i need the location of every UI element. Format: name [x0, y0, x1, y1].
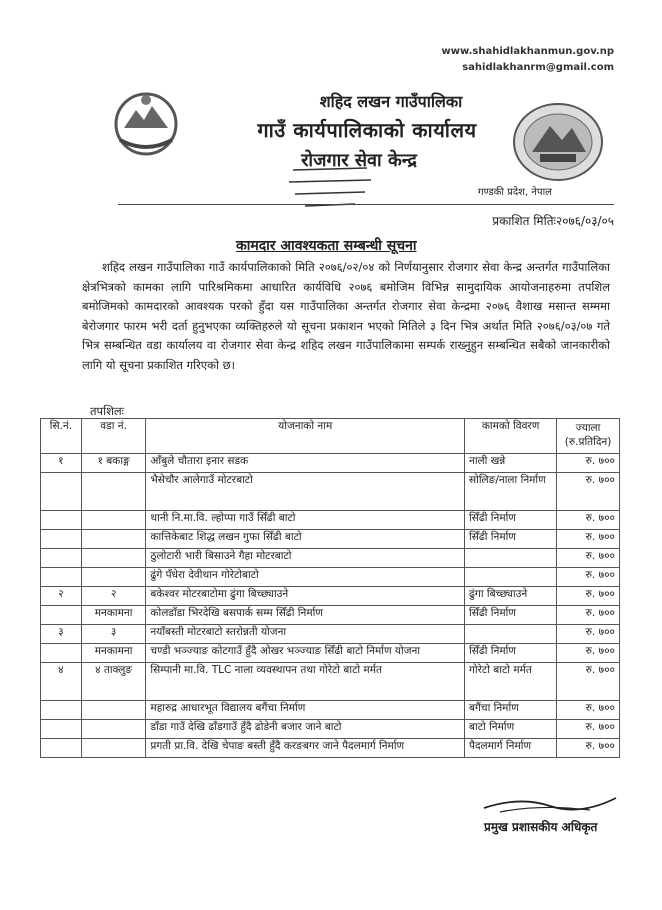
municipality-logo-icon — [510, 100, 606, 184]
header-sn: सि.नं. — [41, 419, 82, 454]
cell-rate: रु. ७०० — [557, 549, 620, 568]
cell-work: नाली खन्ने — [465, 454, 557, 473]
table-row — [41, 739, 620, 758]
project-table — [40, 418, 620, 758]
cell-rate: रु. ७०० — [557, 644, 620, 663]
signature-icon — [480, 790, 620, 820]
cell-sn — [41, 644, 82, 663]
details-label: तपशिलः — [90, 404, 125, 418]
cell-sn — [41, 701, 82, 720]
cell-work: बाटो निर्माण — [465, 720, 557, 739]
notice-body: शहिद लखन गाउँपालिका गाउँ कार्यपालिकाको मिति २०७६/०२/०४ को निर्णयानुसार रोजगार सेवा केन्द्र अन्तर्गत गाउँपालिका क्षेत्रभित्रको कामका लागि पारिश्रमिकमा आधारित कार्यविधि २०७६ बमोजिम विभिन्न सामुदायिक आयोजनाहरुमा तपशिल बमोजिमको कामदारको आवश्यक परको हुँदा यस गाउँपालिका अन्तर्गत रोजगार सेवा केन्द्रमा २०७६ वैशाख मसान्त सम्ममा बेरोजगार फारम भरी दर्ता हुनुभएका व्यक्तिहरुले यो सूचना प्रकाशन भएको मितिले ३ दिन भित्र अर्थात मिति २०७६/०३/०७ गते भित्र सम्बन्धित वडा कार्यालय वा रोजगार सेवा केन्द्र शहिद लखन गाउँपालिकामा सम्पर्क राख्नुहुन सम्बन्धित सबैको जानकारीको लागि यो सूचना प्रकाशित गरिएको छ। — [82, 260, 610, 372]
cell-rate: रु. ७०० — [557, 720, 620, 739]
cell-work: बगैंचा निर्माण — [465, 701, 557, 720]
cell-project: ठुलोटारी भारी बिसाउने गैहा मोटरबाटो — [146, 549, 465, 568]
cell-work: सिँढी निर्माण — [465, 530, 557, 549]
cell-work: सिँढी निर्माण — [465, 511, 557, 530]
cell-sn: ४ — [41, 663, 82, 701]
cell-work: पैदलमार्ग निर्माण — [465, 739, 557, 758]
cell-project: कात्तिकेबाट शिद्ध लखन गुफा सिँढी बाटो — [146, 530, 465, 549]
cell-rate: रु. ७०० — [557, 568, 620, 587]
office-stamp-icon — [275, 160, 385, 220]
cell-rate: रु. ७०० — [557, 530, 620, 549]
cell-work: ढुंगा बिच्छ्याउने — [465, 587, 557, 606]
published-date: प्रकाशित मितिः२०७६/०३/०५ — [492, 214, 614, 228]
header-ward: वडा नं. — [81, 419, 146, 454]
cell-rate: रु. ७०० — [557, 663, 620, 701]
cell-work: सिँढी निर्माण — [465, 644, 557, 663]
table-body — [41, 454, 620, 758]
cell-work — [465, 568, 557, 587]
cell-ward — [81, 511, 146, 530]
cell-ward — [81, 701, 146, 720]
centre-name: रोजगार सेवा केन्द्र — [301, 150, 417, 171]
cell-rate: रु. ७०० — [557, 473, 620, 511]
cell-rate: रु. ७०० — [557, 587, 620, 606]
cell-ward — [81, 530, 146, 549]
cell-project: कोलडाँडा भिरदेखि बसपार्क सम्म सिँढी निर्माण — [146, 606, 465, 625]
cell-ward: १ बकाङ्ग — [81, 454, 146, 473]
contact-block — [442, 44, 614, 76]
officer-title: प्रमुख प्रशासकीय अधिकृत — [484, 820, 598, 834]
cell-sn — [41, 530, 82, 549]
header-work: कामको विवरण — [465, 419, 557, 454]
cell-sn: २ — [41, 587, 82, 606]
cell-sn: ३ — [41, 625, 82, 644]
office-name: गाउँ कार्यपालिकाको कार्यालय — [257, 118, 477, 142]
cell-ward: मनकामना — [81, 644, 146, 663]
cell-sn — [41, 739, 82, 758]
table-row — [41, 644, 620, 663]
cell-sn: १ — [41, 454, 82, 473]
cell-work — [465, 625, 557, 644]
cell-project: चण्डी भञ्ज्याङ कोटगाउँ हुँदै ओखर भञ्ज्याङ सिँढी बाटो निर्माण योजना — [146, 644, 465, 663]
cell-project: आँबुले चौतारा इनार सडक — [146, 454, 465, 473]
municipality-name: शहिद लखन गाउँपालिका — [319, 92, 463, 111]
cell-ward — [81, 739, 146, 758]
cell-sn — [41, 511, 82, 530]
cell-project: थानी नि.मा.वि. ल्होप्पा गाउँ सिँढी बाटो — [146, 511, 465, 530]
cell-work: गोरेटो बाटो मर्मत — [465, 663, 557, 701]
table-row — [41, 606, 620, 625]
notice-title: कामदार आवश्यकता सम्बन्धी सूचना — [236, 238, 417, 254]
cell-project: नयाँबस्ती मोटरबाटो स्तरोन्नती योजना — [146, 625, 465, 644]
cell-sn — [41, 549, 82, 568]
cell-project: प्रगती प्रा.वि. देखि चेपाङ बस्ती हुँदै करङबगर जाने पैदलमार्ग निर्माण — [146, 739, 465, 758]
cell-project: बकेश्वर मोटरबाटोमा ढुंगा बिच्छ्याउने — [146, 587, 465, 606]
cell-work: सोलिङ/नाला निर्माण — [465, 473, 557, 511]
table-row — [41, 530, 620, 549]
header-project: योजनाको नाम — [146, 419, 465, 454]
cell-rate: रु. ७०० — [557, 606, 620, 625]
table-row — [41, 511, 620, 530]
header-rate: ज्याला (रु.प्रतिदिन) — [557, 419, 620, 454]
cell-work: सिँढी निर्माण — [465, 606, 557, 625]
cell-sn — [41, 720, 82, 739]
cell-ward — [81, 549, 146, 568]
cell-ward: ३ — [81, 625, 146, 644]
cell-work — [465, 549, 557, 568]
cell-ward — [81, 473, 146, 511]
table-row — [41, 473, 620, 511]
table-row — [41, 720, 620, 739]
table-row — [41, 701, 620, 720]
province: गण्डकी प्रदेश, नेपाल — [478, 187, 552, 198]
cell-rate: रु. ७०० — [557, 701, 620, 720]
cell-ward — [81, 568, 146, 587]
cell-project: भैसेचौर आलेगाउँ मोटरबाटो — [146, 473, 465, 511]
cell-ward: ४ ताक्लुङ — [81, 663, 146, 701]
website-link[interactable]: www.shahidlakhanmun.gov.np — [441, 46, 614, 57]
cell-project: महारुद्र आधारभूत विद्यालय बगैंचा निर्माण — [146, 701, 465, 720]
table-row — [41, 625, 620, 644]
cell-rate: रु. ७०० — [557, 625, 620, 644]
table-row — [41, 454, 620, 473]
cell-rate: रु. ७०० — [557, 454, 620, 473]
cell-project: ढुंगे पँधेरा देवीथान गोरेटोबाटो — [146, 568, 465, 587]
table-row — [41, 568, 620, 587]
table-row — [41, 549, 620, 568]
table-header-row — [41, 419, 620, 454]
cell-project: सिम्पानी मा.वि. TLC नाला व्यवस्थापन तथा गोरेटो बाटो मर्मत — [146, 663, 465, 701]
table-row — [41, 663, 620, 701]
cell-project: डाँडा गाउँ देखि ढाँडगाउँ हुँदै ढोडेनी बजार जाने बाटो — [146, 720, 465, 739]
cell-rate: रु. ७०० — [557, 739, 620, 758]
cell-sn — [41, 606, 82, 625]
cell-ward: २ — [81, 587, 146, 606]
cell-ward — [81, 720, 146, 739]
cell-ward: मनकामना — [81, 606, 146, 625]
header-divider — [118, 204, 614, 205]
cell-rate: रु. ७०० — [557, 511, 620, 530]
table-row — [41, 587, 620, 606]
email-link[interactable]: sahidlakhanrm@gmail.com — [462, 62, 614, 73]
cell-sn — [41, 568, 82, 587]
cell-sn — [41, 473, 82, 511]
